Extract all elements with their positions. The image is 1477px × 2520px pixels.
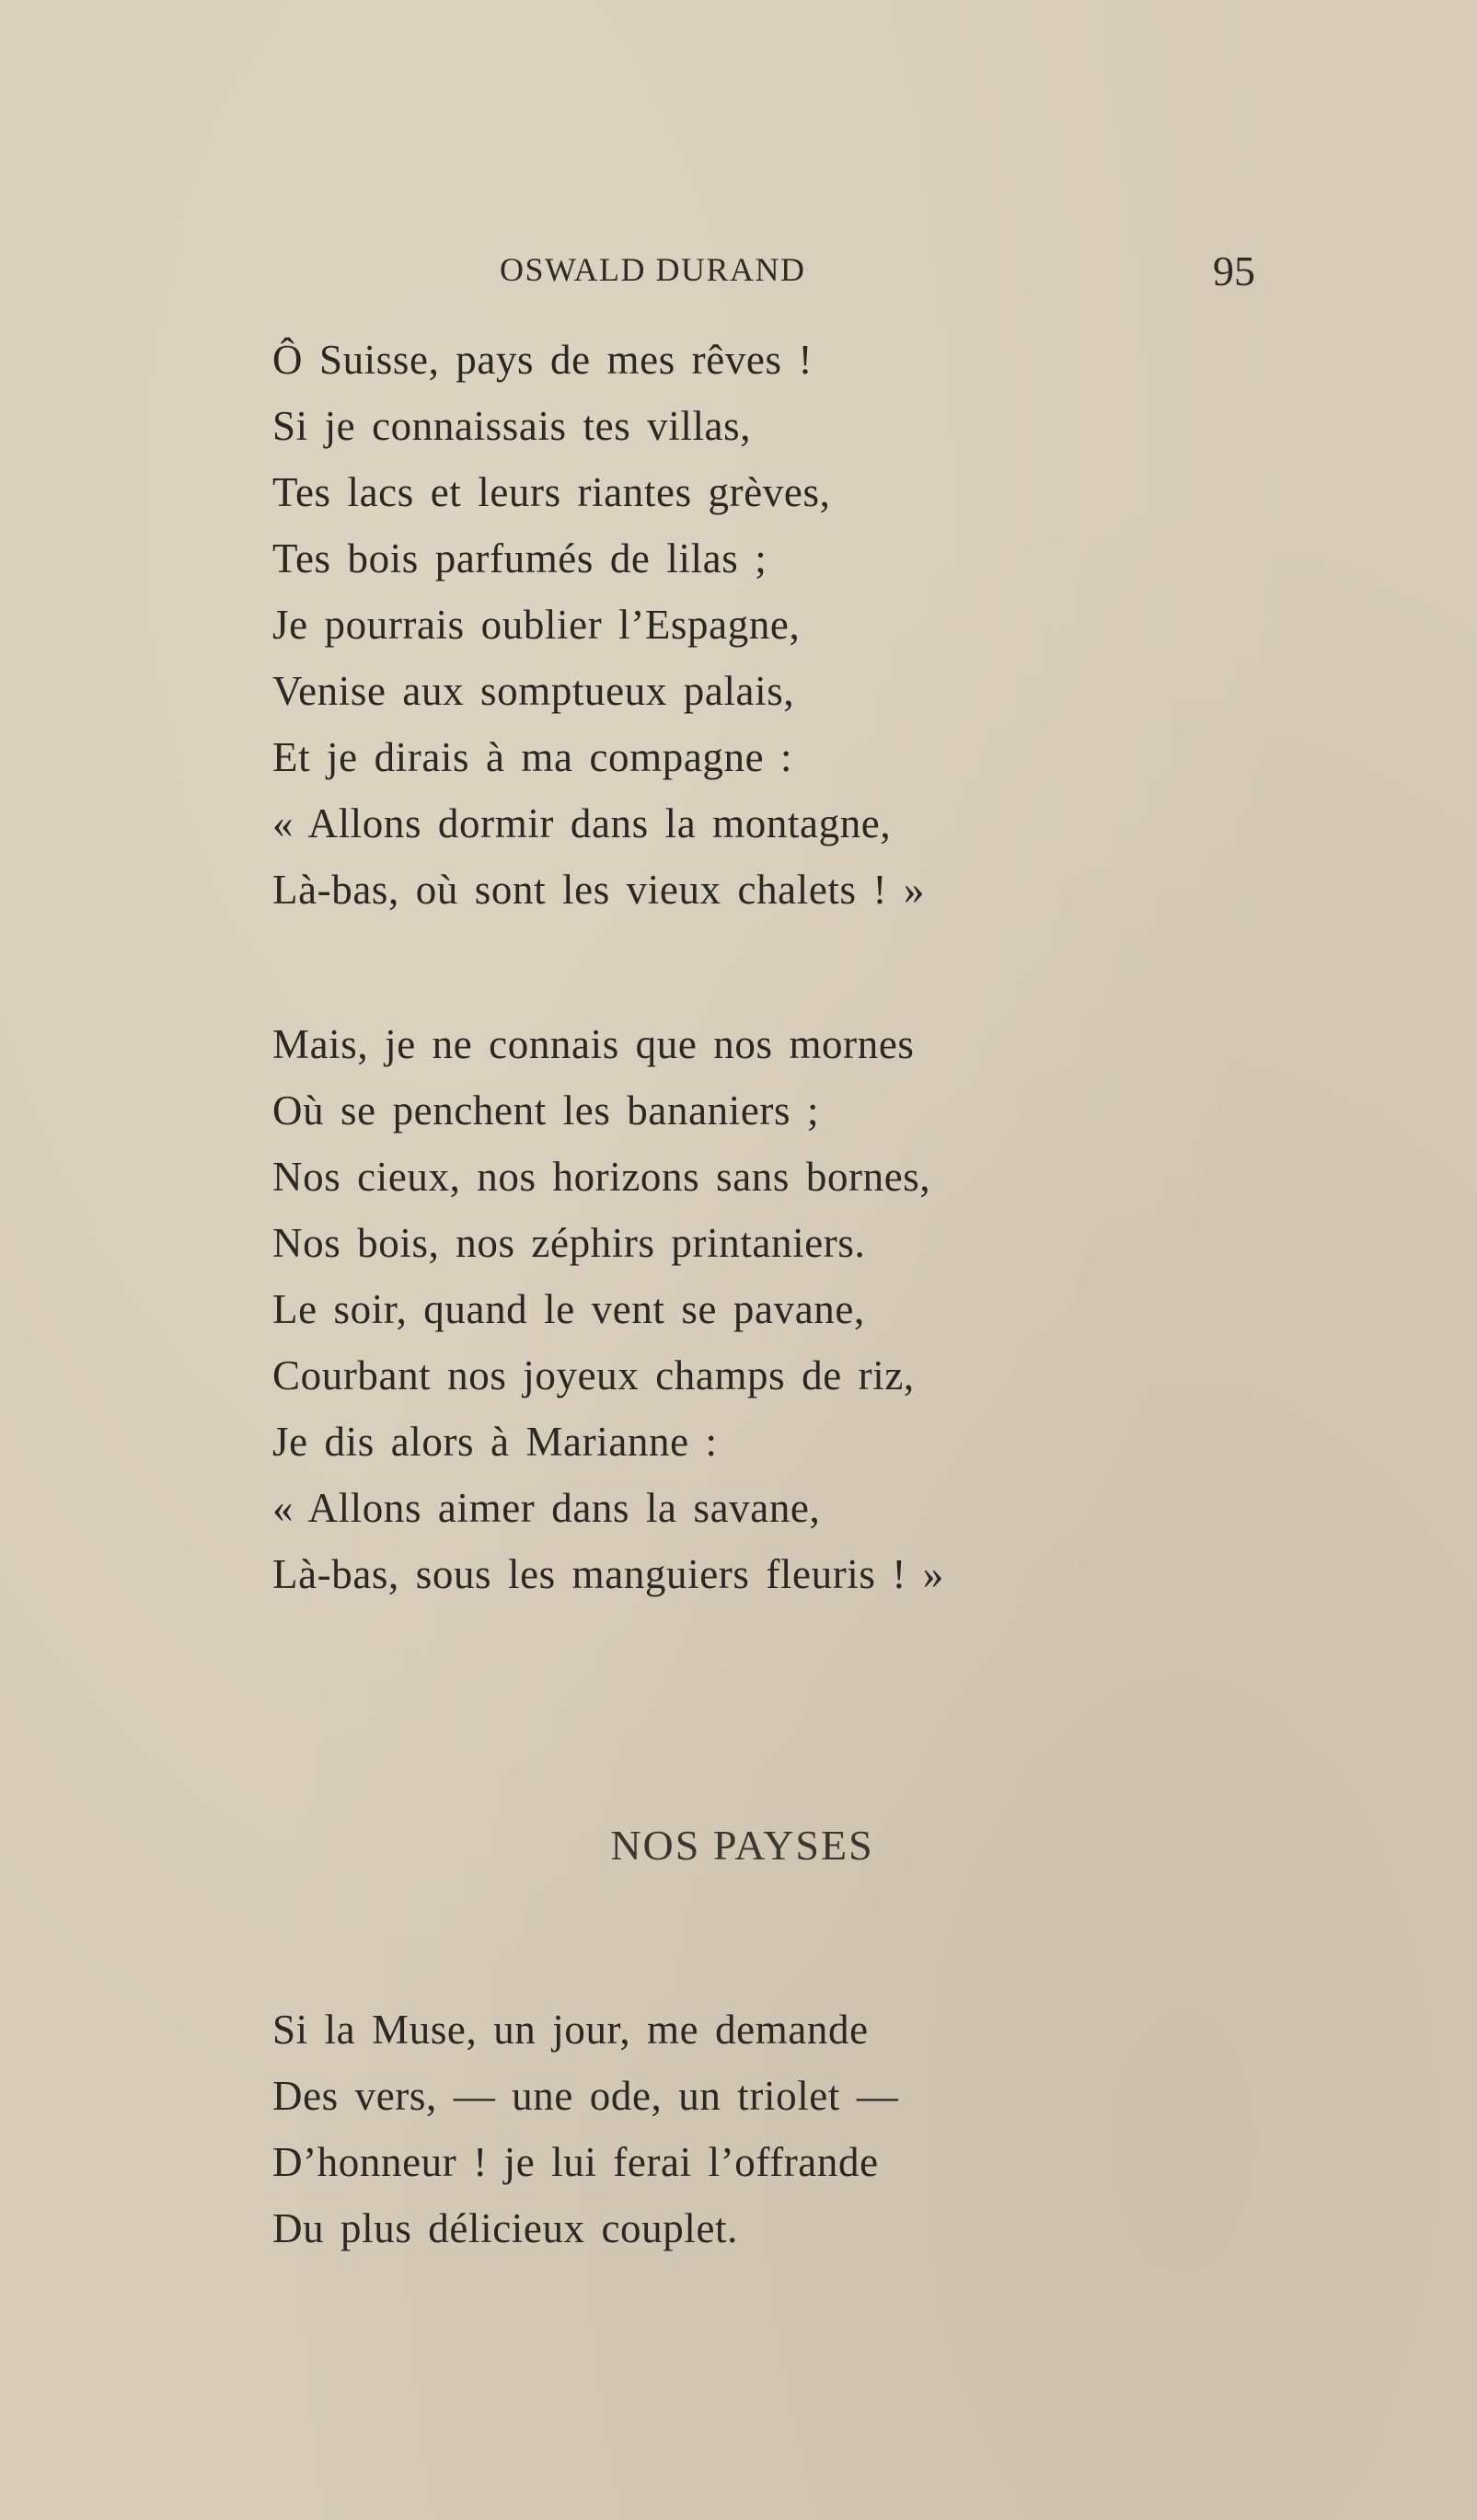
verse-line: « Allons aimer dans la savane, [272, 1485, 821, 1531]
verse-line: Je pourrais oublier l’Espagne, [272, 602, 801, 648]
stanza-3 [272, 1996, 898, 2261]
verse-line: Et je dirais à ma compagne : [272, 734, 793, 780]
verse-line: Courbant nos joyeux champs de riz, [272, 1352, 915, 1398]
verse-line: Si je connaissais tes villas, [272, 403, 752, 449]
verse-line: Si la Muse, un jour, me demande [272, 2007, 869, 2053]
verse-line: Là-bas, sous les manguiers fleuris ! » [272, 1551, 944, 1597]
verse-line: Ô Suisse, pays de mes rêves ! [272, 337, 814, 383]
verse-line: Mais, je ne connais que nos mornes [272, 1021, 915, 1067]
verse-line: Tes lacs et leurs riantes grèves, [272, 469, 831, 515]
stanza-1 [272, 327, 925, 923]
verse-line: D’honneur ! je lui ferai l’offrande [272, 2139, 879, 2185]
stanza-2 [272, 1011, 944, 1607]
verse-line: Où se penchent les bananiers ; [272, 1087, 820, 1133]
page-number: 95 [1213, 247, 1255, 294]
verse-line: Nos bois, nos zéphirs printaniers. [272, 1220, 866, 1266]
verse-line: Le soir, quand le vent se pavane, [272, 1286, 865, 1332]
verse-line: Des vers, — une ode, un triolet — [272, 2073, 899, 2119]
running-head [0, 247, 1477, 293]
verse-line: Tes bois parfumés de lilas ; [272, 535, 767, 581]
running-head-author: OSWALD DURAND [500, 251, 806, 288]
verse-line: Du plus délicieux couplet. [272, 2205, 738, 2251]
poem-title-text: NOS PAYSES [610, 1822, 874, 1869]
verse-line: Venise aux somptueux palais, [272, 668, 795, 714]
verse-line: Je dis alors à Marianne : [272, 1419, 718, 1465]
poem-title [0, 1821, 1477, 1870]
verse-line: Nos cieux, nos horizons sans bornes, [272, 1154, 931, 1200]
verse-line: Là-bas, où sont les vieux chalets ! » [272, 867, 926, 913]
verse-line: « Allons dormir dans la montagne, [272, 800, 892, 846]
